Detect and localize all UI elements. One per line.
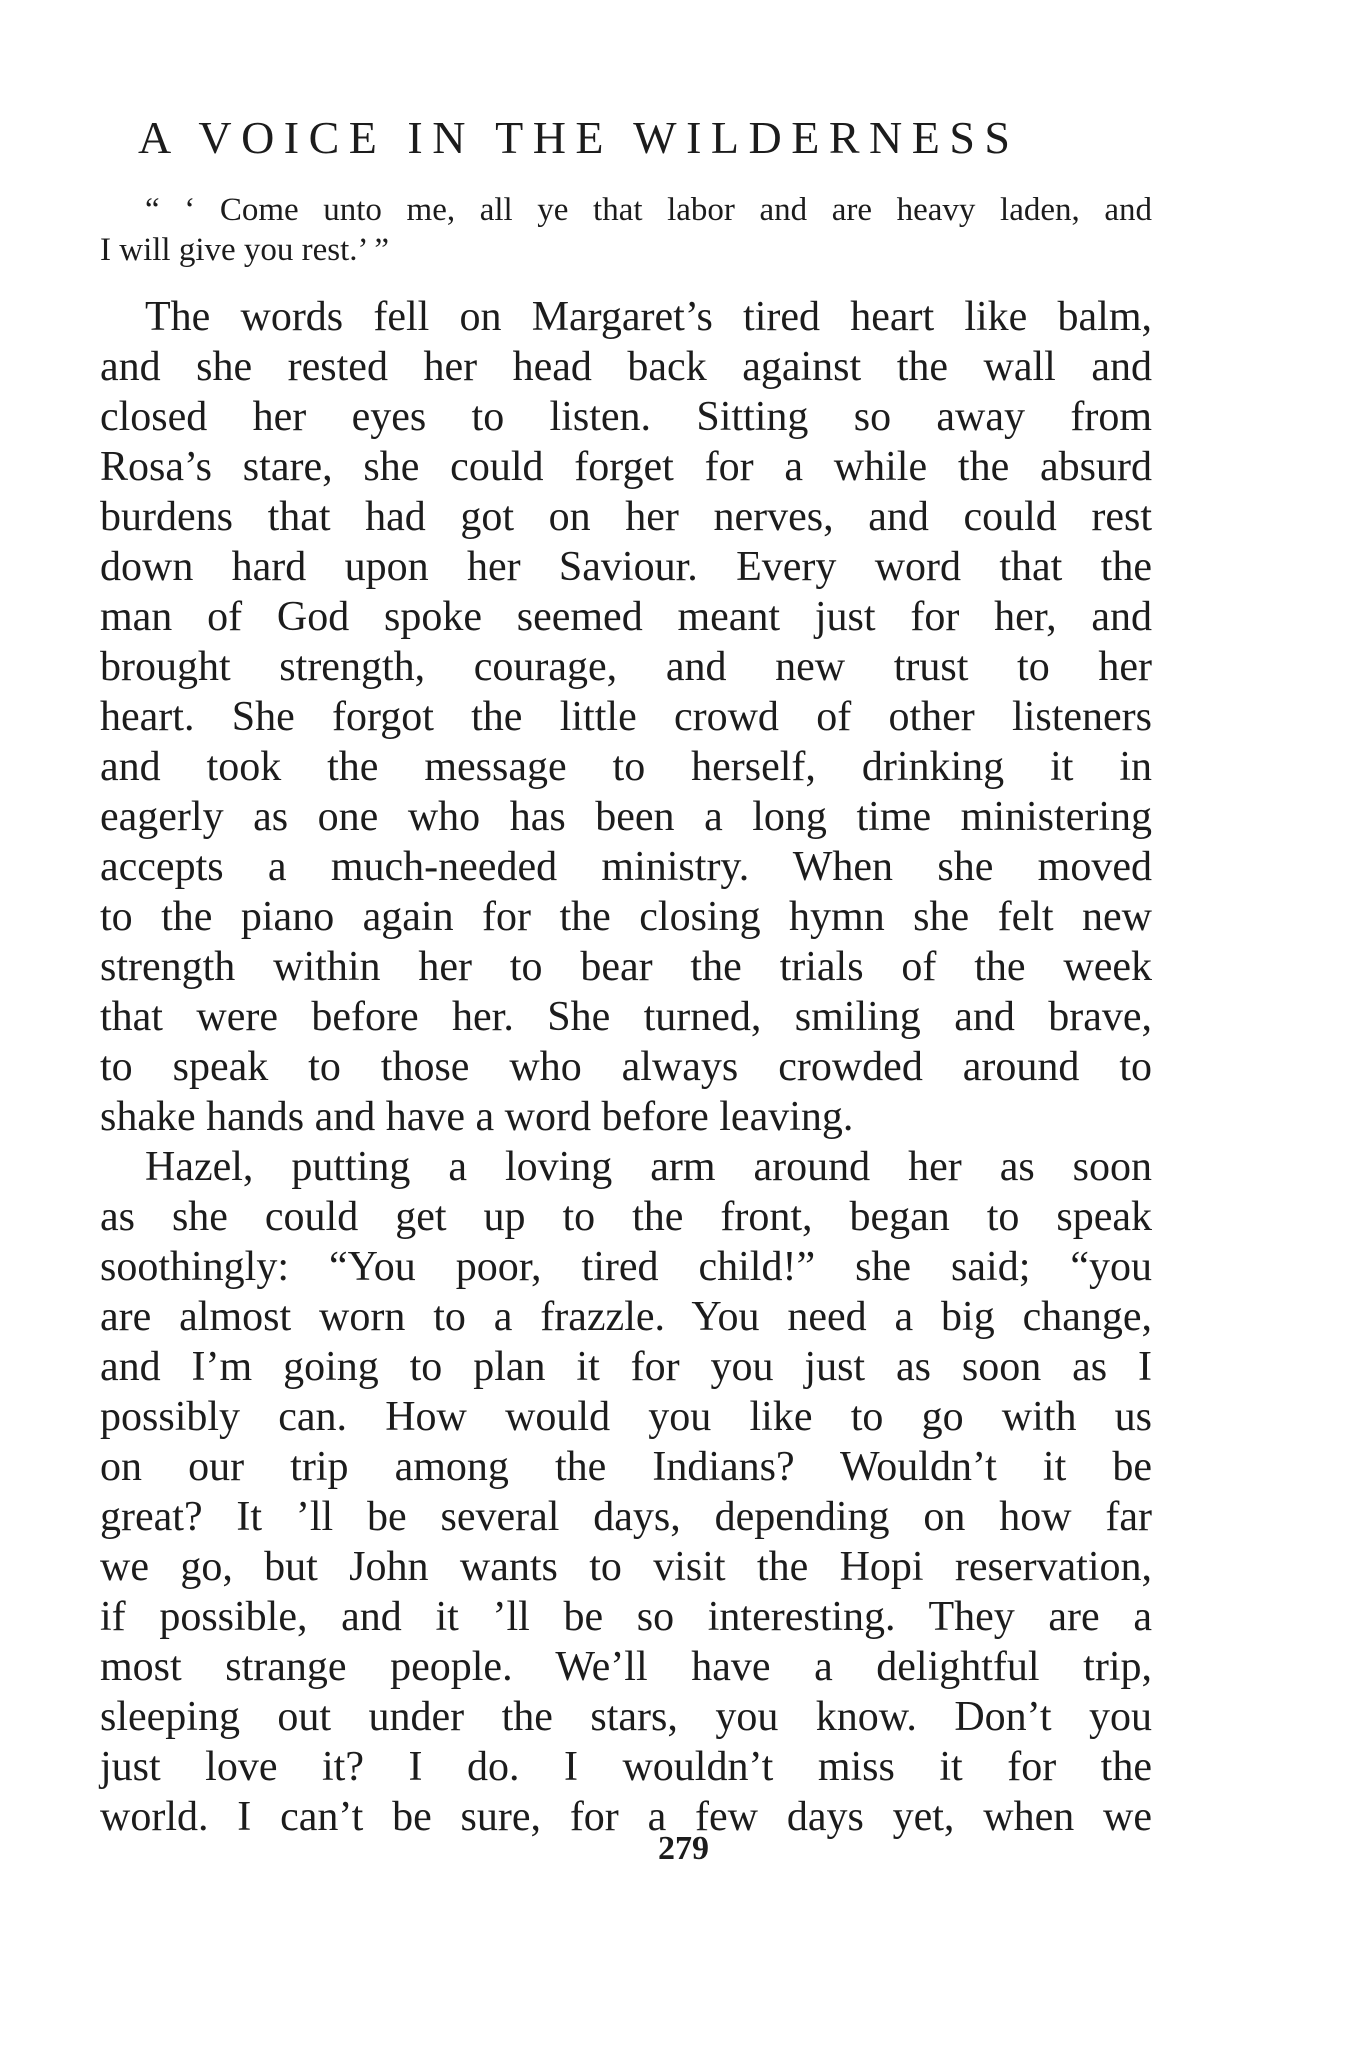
body-text (100, 292, 1152, 1842)
text-line: world. I can’t be sure, for a few days yet, when we (100, 1794, 1152, 1840)
text-line: soothingly: “You poor, tired child!” she said; “you (100, 1244, 1152, 1290)
text-line: down hard upon her Saviour. Every word that the (100, 544, 1152, 590)
text-line: if possible, and it ’ll be so interesting. They are a (100, 1594, 1152, 1640)
text-line: man of God spoke seemed meant just for her, and (100, 594, 1152, 640)
running-head: A VOICE IN THE WILDERNESS (138, 112, 1020, 163)
text-line: heart. She forgot the little crowd of other listeners (100, 694, 1152, 740)
text-line: as she could get up to the front, began to speak (100, 1194, 1152, 1240)
text-line: closed her eyes to listen. Sitting so away from (100, 394, 1152, 440)
text-line: just love it? I do. I wouldn’t miss it for the (100, 1744, 1152, 1790)
text-line: we go, but John wants to visit the Hopi reservation, (100, 1544, 1152, 1590)
quote-line: I will give you rest.’ ” (100, 232, 389, 268)
text-line: possibly can. How would you like to go with us (100, 1394, 1152, 1440)
text-line: Hazel, putting a loving arm around her as soon (145, 1144, 1152, 1190)
text-line: great? It ’ll be several days, depending on how far (100, 1494, 1152, 1540)
quote-line: “ ‘ Come unto me, all ye that labor and are heavy laden, and (145, 192, 1152, 228)
text-line: are almost worn to a frazzle. You need a big change, (100, 1294, 1152, 1340)
text-line: to speak to those who always crowded around to (100, 1044, 1152, 1090)
text-line: The words fell on Margaret’s tired heart like balm, (145, 294, 1152, 340)
text-line: burdens that had got on her nerves, and could rest (100, 494, 1152, 540)
text-line: shake hands and have a word before leaving. (100, 1094, 854, 1140)
text-line: on our trip among the Indians? Wouldn’t it be (100, 1444, 1152, 1490)
text-line: and took the message to herself, drinking it in (100, 744, 1152, 790)
text-line: brought strength, courage, and new trust to her (100, 644, 1152, 690)
text-line: and she rested her head back against the wall and (100, 344, 1152, 390)
paragraph-2 (100, 1142, 1152, 1842)
scripture-quote (100, 190, 1152, 270)
text-line: most strange people. We’ll have a delightful trip, (100, 1644, 1152, 1690)
text-line: eagerly as one who has been a long time ministering (100, 794, 1152, 840)
text-line: and I’m going to plan it for you just as soon as I (100, 1344, 1152, 1390)
page-number: 279 (658, 1830, 709, 1867)
paragraph-1 (100, 292, 1152, 1142)
text-line: accepts a much-needed ministry. When she moved (100, 844, 1152, 890)
text-line: that were before her. She turned, smiling and brave, (100, 994, 1152, 1040)
text-line: strength within her to bear the trials of the week (100, 944, 1152, 990)
text-line: to the piano again for the closing hymn she felt new (100, 894, 1152, 940)
text-line: Rosa’s stare, she could forget for a while the absurd (100, 444, 1152, 490)
text-line: sleeping out under the stars, you know. Don’t you (100, 1694, 1152, 1740)
